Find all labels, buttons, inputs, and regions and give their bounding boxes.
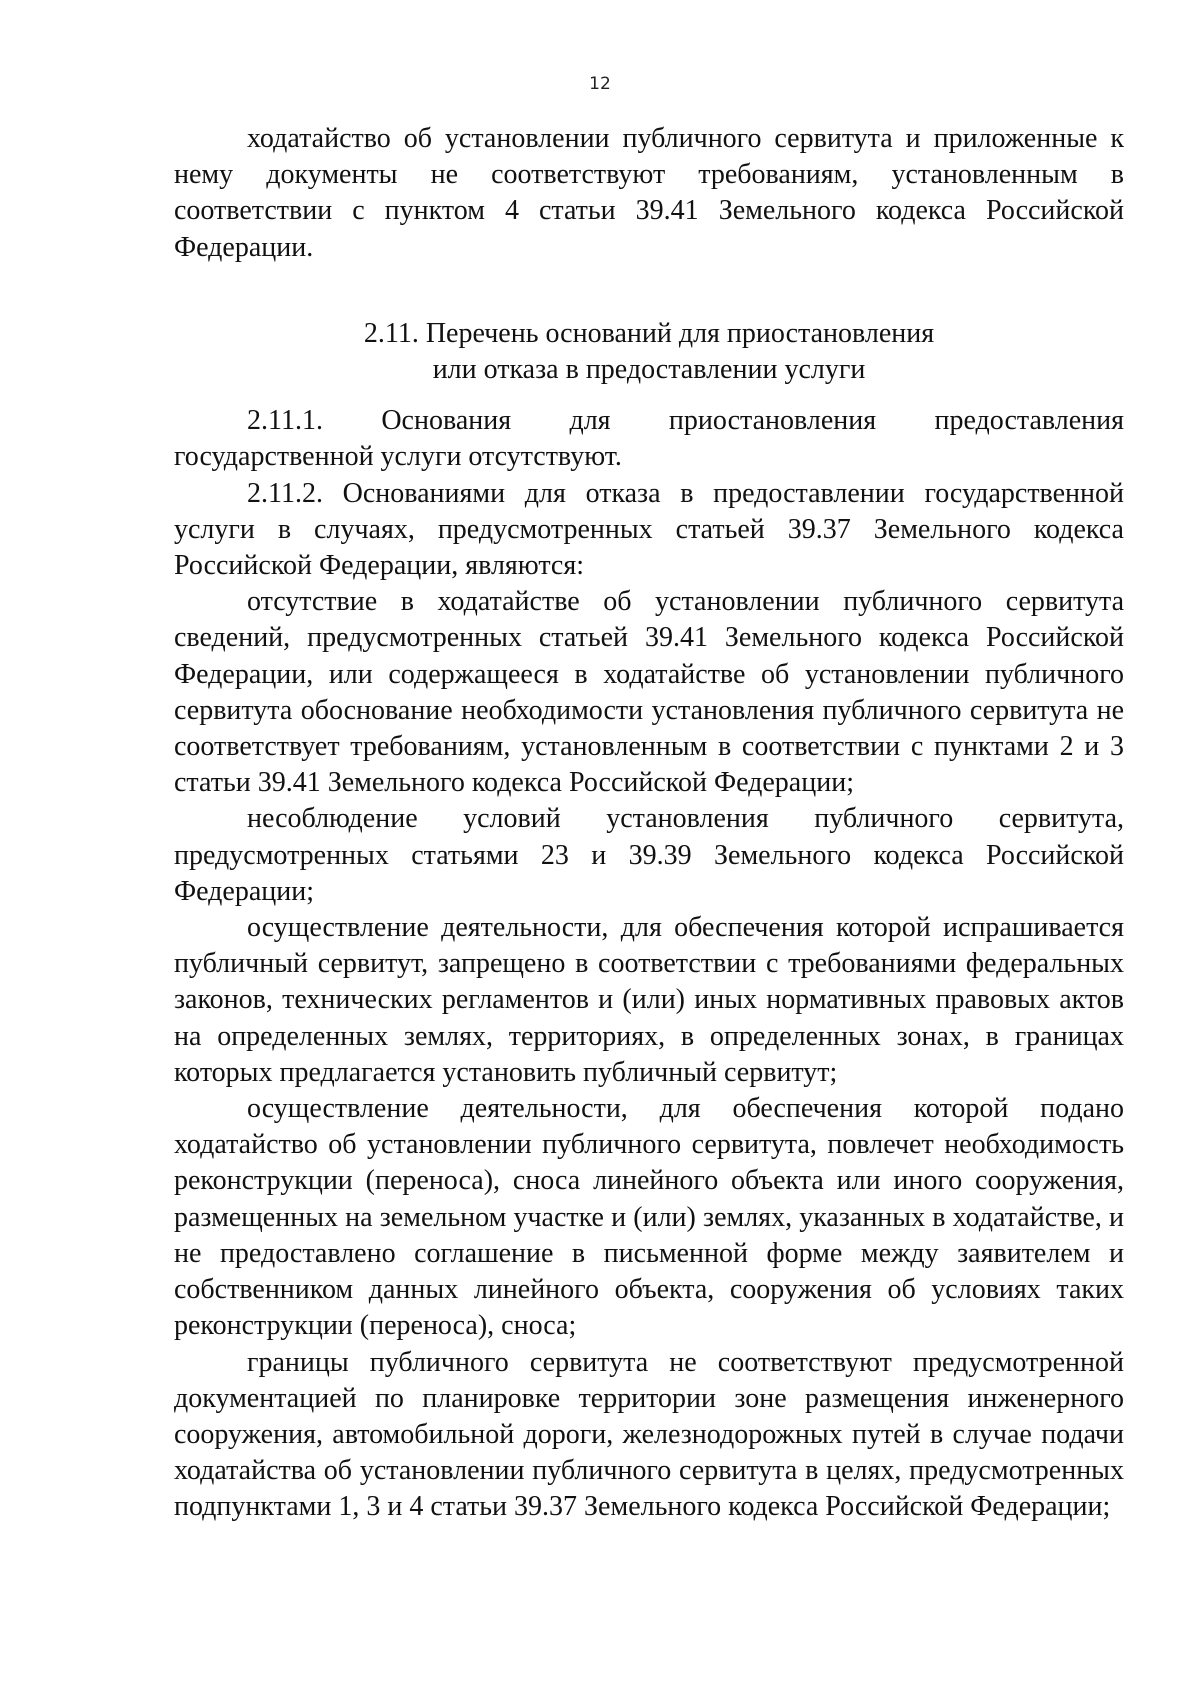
paragraph-2-11-1: 2.11.1. Основания для приостановления предоставления государственной услуги отсутствуют. xyxy=(174,405,1124,473)
list-item-ground-4: осуществление деятельности, для обеспечения которой подано ходатайство об установлении публичного сервитута, повлечет необходимость реконструкции (переноса), сноса линейного объекта или иного сооружения, размещенных на земельном участке и (или) землях, указанных в ходатайстве, и не предоставлено соглашение в письменной форме между заявителем и собственником данных линейного объекта, сооружения об условиях таких реконструкции (переноса), сноса; xyxy=(174,1093,1124,1342)
list-item-ground-2: несоблюдение условий установления публичного сервитута, предусмотренных статьями 23 и 39.39 Земельного кодекса Российской Федерации; xyxy=(174,803,1124,907)
list-item-ground-5: границы публичного сервитута не соответствуют предусмотренной документацией по планировке территории зоне размещения инженерного сооружения, автомобильной дороги, железнодорожных путей в случае подачи ходатайства об установлении публичного сервитута в целях, предусмотренных подпунктами 1, 3 и 4 статьи 39.37 Земельного кодекса Российской Федерации; xyxy=(174,1346,1124,1523)
section-heading-line-2: или отказа в предоставлении услуги xyxy=(432,354,866,386)
list-item-ground-1: отсутствие в ходатайстве об установлении публичного сервитута сведений, предусмотренных статьей 39.41 Земельного кодекса Российской Федерации, или содержащееся в ходатайстве об установлении публичного сервитута обоснование необходимости установления публичного сервитута не соответствует требованиям, установленным в соответствии с пунктами 2 и 3 статьи 39.41 Земельного кодекса Российской Федерации; xyxy=(174,586,1124,799)
document-body xyxy=(174,121,1124,1526)
section-heading-line-1: 2.11. Перечень оснований для приостановления xyxy=(363,317,935,349)
paragraph-2-11-2: 2.11.2. Основаниями для отказа в предоставлении государственной услуги в случаях, предусмотренных статьей 39.37 Земельного кодекса Российской Федерации, являются: xyxy=(174,477,1124,582)
page-number: 12 xyxy=(589,74,611,94)
section-heading xyxy=(174,316,1124,388)
list-item-ground-3: осуществление деятельности, для обеспечения которой испрашивается публичный сервитут, запрещено в соответствии с требованиями федеральных законов, технических регламентов и (или) иных нормативных правовых актов на определенных землях, территориях, в определенных зонах, в границах которых предлагается установить публичный сервитут; xyxy=(174,912,1124,1088)
paragraph-continuation: ходатайство об установлении публичного сервитута и приложенные к нему документы не соответствуют требованиям, установленным в соответствии с пунктом 4 статьи 39.41 Земельного кодекса Российской Федерации. xyxy=(174,123,1124,263)
